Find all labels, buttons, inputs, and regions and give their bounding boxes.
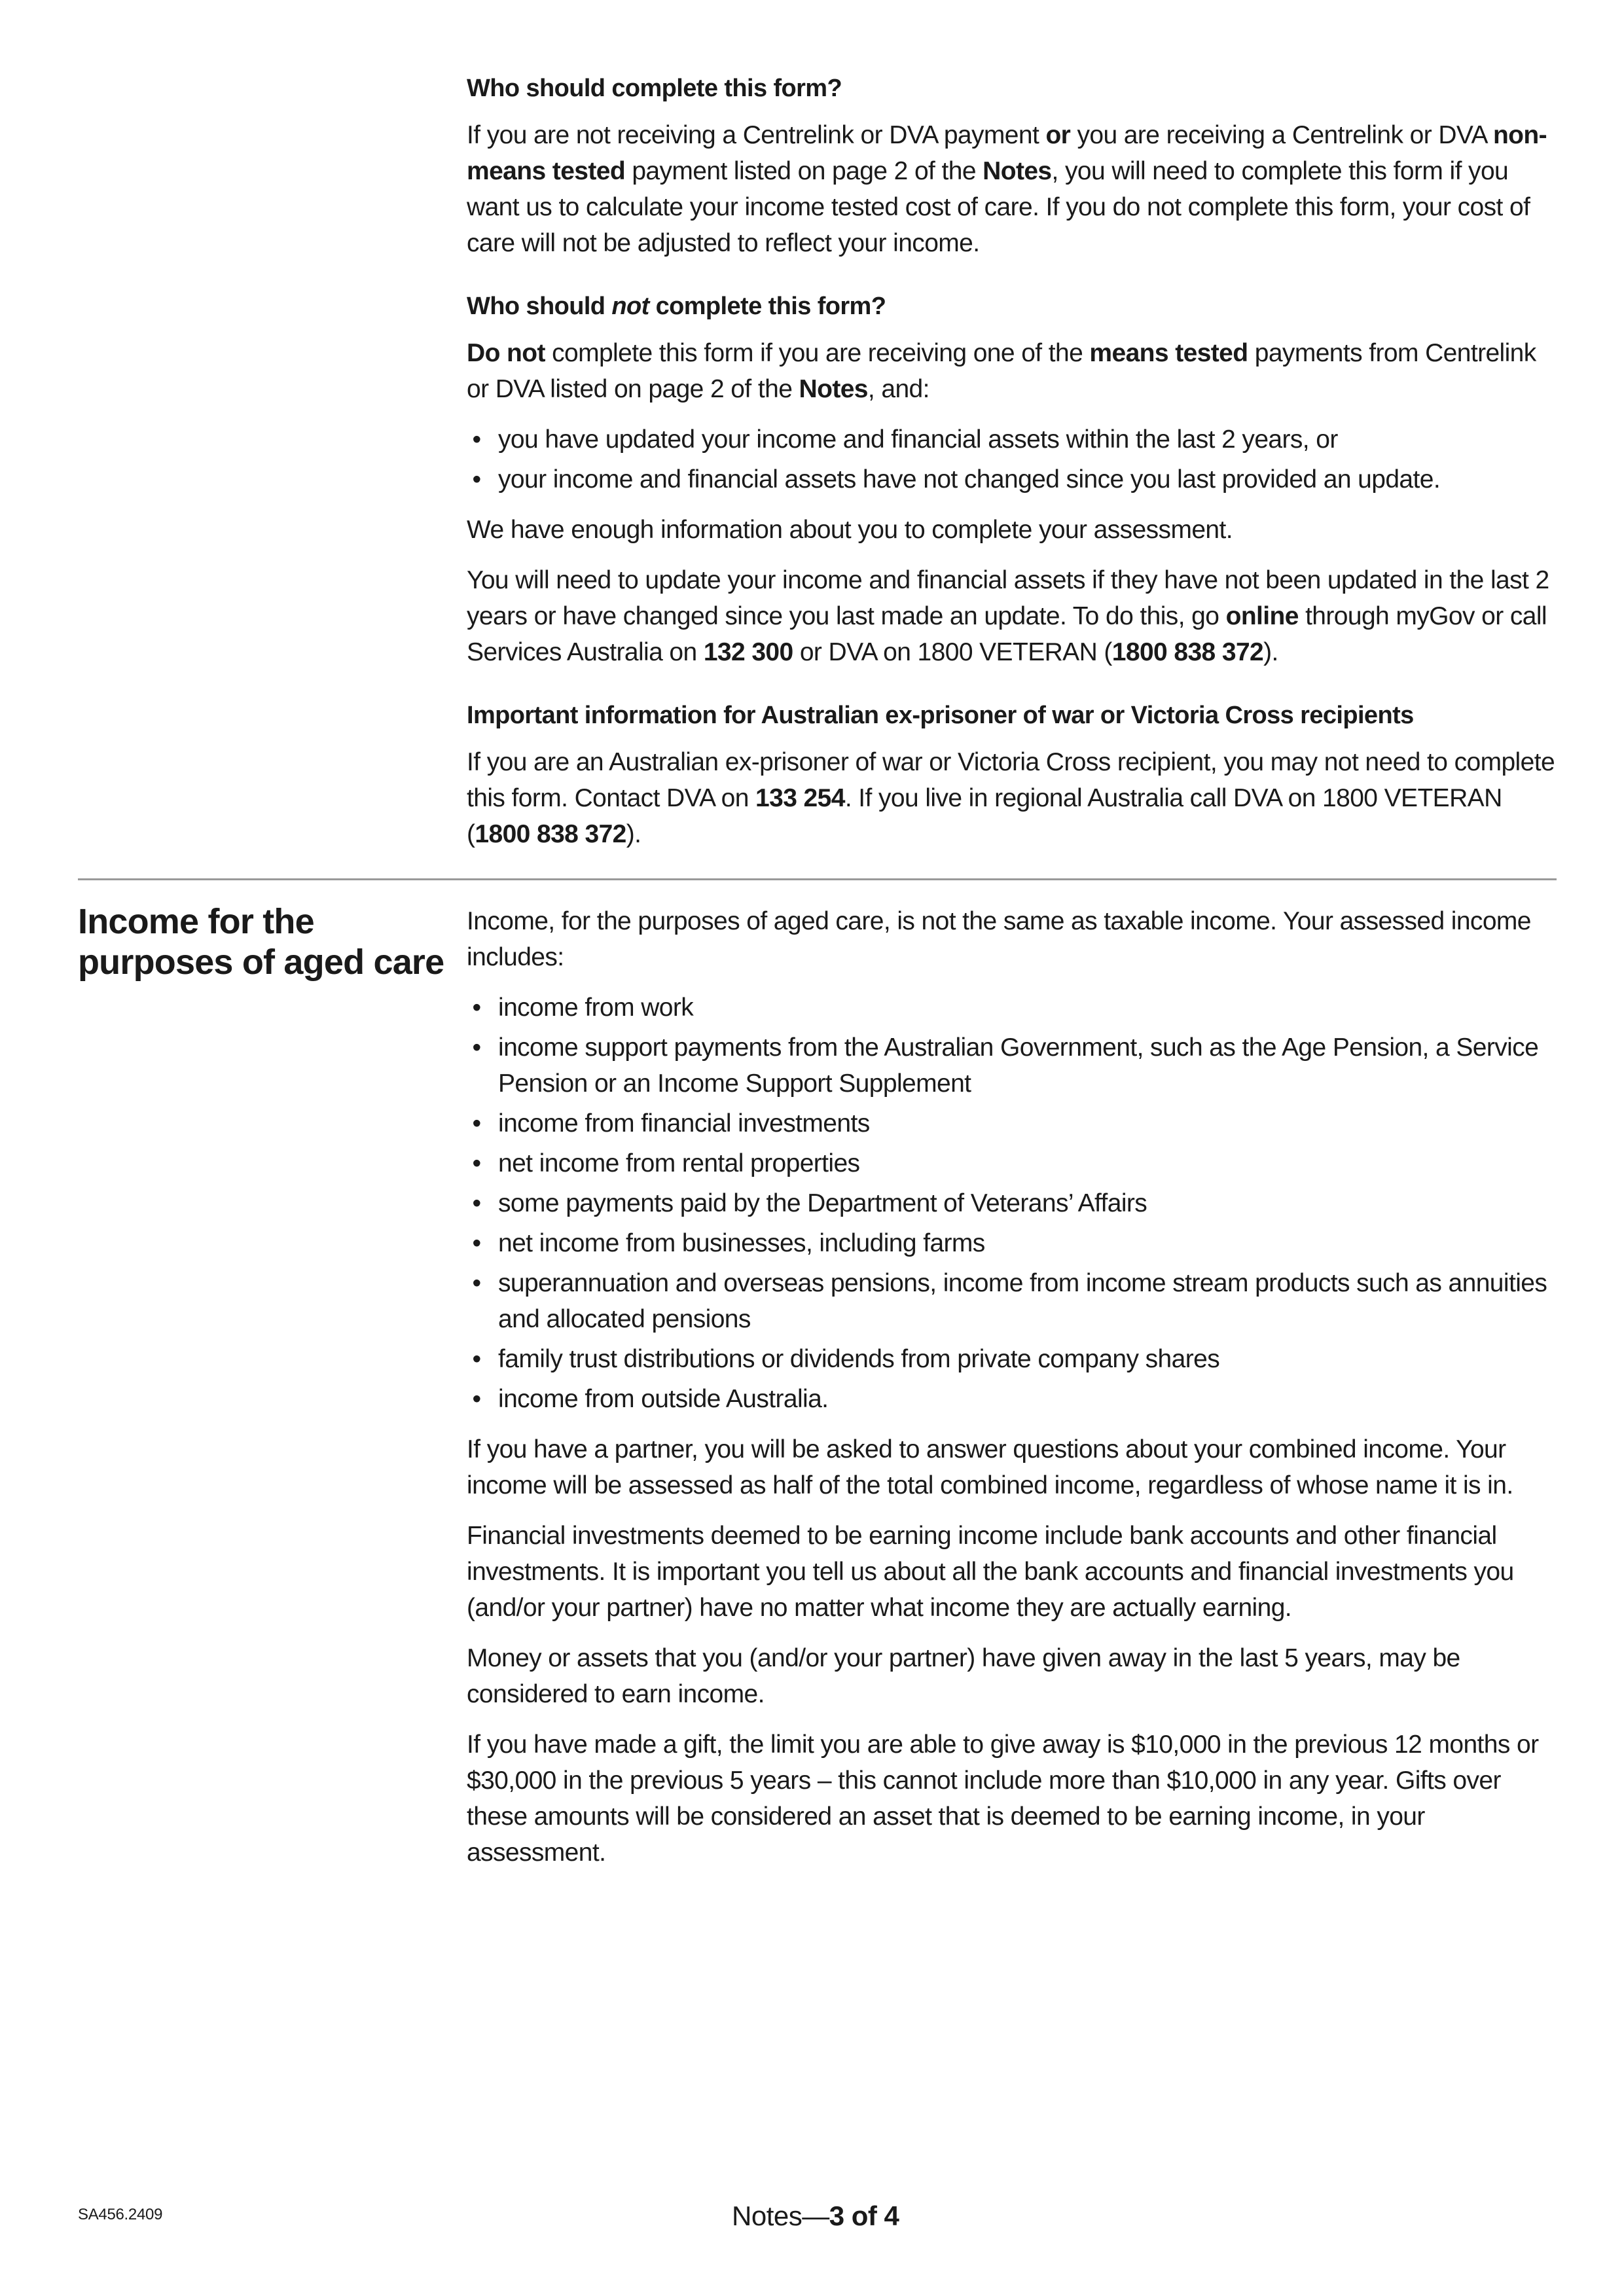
who-complete-heading: Who should complete this form? [467, 75, 842, 102]
bullet-icon: • [472, 1269, 481, 1297]
income-title-line-2: purposes of aged care [78, 942, 444, 982]
income-section-body [467, 903, 1557, 1885]
bullet-icon: • [472, 1109, 481, 1138]
list-item-text: you have updated your income and financial assets within the last 2 years, or [498, 425, 1338, 454]
who-not-complete-heading [467, 289, 1557, 325]
list-item [467, 422, 1557, 457]
bold-text: 133 254 [755, 784, 845, 812]
gift-paragraph: If you have made a gift, the limit you are able to give away is $10,000 in the previous 12 months or $30,000 in the previous 5 years – this cannot include more than $10,000 in any year. Gifts over these amounts will be considered an asset that is deemed to be earning income, in your assessment. [467, 1731, 1539, 1867]
list-item [467, 1381, 1557, 1417]
page-number [732, 2200, 899, 2232]
page-number-value: 3 of 4 [829, 2200, 899, 2231]
text-run: You will need to update your income and financial assets if they have not been updated in the last 2 years or have changed since you last made an update. To do this, go [467, 566, 1549, 630]
list-item-text: net income from rental properties [498, 1149, 860, 1177]
who-not-heading-pre: Who should [467, 293, 612, 320]
income-section-title [78, 901, 444, 982]
income-intro-paragraph: Income, for the purposes of aged care, is not the same as taxable income. Your assessed income includes: [467, 907, 1531, 971]
bullet-icon: • [472, 465, 481, 493]
income-title-line-1: Income for the [78, 902, 314, 941]
bold-text: online [1225, 602, 1299, 630]
list-item-text: income from outside Australia. [498, 1385, 829, 1413]
list-item-text: superannuation and overseas pensions, income from income stream products such as annuities and allocated pensions [498, 1269, 1547, 1333]
who-not-heading-emphasis: not [611, 293, 649, 320]
text-run: . If you live in regional Australia call DVA on 1800 VETERAN ( [467, 784, 1502, 848]
bold-text: Notes [983, 157, 1052, 185]
bold-text: or [1045, 121, 1071, 149]
list-item-text: family trust distributions or dividends from private company shares [498, 1345, 1220, 1373]
form-code: SA456.2409 [78, 2206, 163, 2223]
who-complete-paragraph [467, 117, 1557, 261]
text-run: ). [626, 820, 641, 848]
bold-text: 1800 838 372 [1111, 638, 1264, 666]
text-run: you are receiving a Centrelink or DVA [1070, 121, 1493, 149]
text-run: If you are an Australian ex-prisoner of war or Victoria Cross recipient, you may not need to complete this form. Contact DVA on [467, 748, 1555, 812]
bullet-icon: • [472, 1189, 481, 1217]
income-bullets [467, 990, 1557, 1417]
page-number-prefix: Notes— [732, 2200, 829, 2231]
list-item [467, 1145, 1557, 1181]
bold-text: 132 300 [703, 638, 793, 666]
list-item-text: income from work [498, 994, 694, 1022]
text-run: , you will need to complete this form if you want us to calculate your income tested cost of care. If you do not complete this form, your cost of care will not be adjusted to reflect your income. [467, 157, 1530, 257]
bold-text: 1800 838 372 [475, 820, 626, 848]
intro-section [467, 71, 1557, 867]
list-item-text: your income and financial assets have not changed since you last provided an update. [498, 465, 1441, 493]
bullet-icon: • [472, 1229, 481, 1257]
list-item [467, 1030, 1557, 1102]
text-run: payment listed on page 2 of the [625, 157, 983, 185]
list-item-text: income support payments from the Australian Government, such as the Age Pension, a Service Pension or an Income Support Supplement [498, 1033, 1539, 1098]
partner-paragraph: If you have a partner, you will be asked to answer questions about your combined income. Your income will be assessed as half of the total combined income, regardless of whose name it is in. [467, 1435, 1513, 1499]
given-away-paragraph: Money or assets that you (and/or your partner) have given away in the last 5 years, may be considered to earn income. [467, 1644, 1460, 1708]
investments-paragraph: Financial investments deemed to be earning income include bank accounts and other financial investments. It is important you tell us about all the bank accounts and financial investments you (and/or your partner) have no matter what income they are actually earning. [467, 1522, 1514, 1622]
bold-text: Do not [467, 339, 545, 367]
list-item [467, 1105, 1557, 1141]
bullet-icon: • [472, 1385, 481, 1413]
text-run: If you are not receiving a Centrelink or DVA payment [467, 121, 1046, 149]
bold-text: Notes [799, 375, 868, 403]
list-item [467, 990, 1557, 1026]
list-item [467, 1265, 1557, 1337]
text-run: through myGov or call Services Australia on [467, 602, 1547, 666]
bullet-icon: • [472, 1033, 481, 1062]
section-divider [78, 878, 1557, 880]
list-item [467, 1225, 1557, 1261]
who-not-complete-paragraph [467, 335, 1557, 407]
list-item [467, 1185, 1557, 1221]
list-item [467, 461, 1557, 497]
text-run: , and: [867, 375, 929, 403]
bold-text: means tested [1089, 339, 1248, 367]
bullet-icon: • [472, 425, 481, 454]
bullet-icon: • [472, 1149, 481, 1177]
enough-info-paragraph: We have enough information about you to complete your assessment. [467, 516, 1233, 544]
bold-text: non-means tested [467, 121, 1547, 185]
who-not-heading-post: complete this form? [649, 293, 886, 320]
bullet-icon: • [472, 994, 481, 1022]
text-run: complete this form if you are receiving one of the [545, 339, 1090, 367]
list-item [467, 1341, 1557, 1377]
pow-paragraph [467, 744, 1557, 852]
text-run: or DVA on 1800 VETERAN ( [793, 638, 1112, 666]
pow-heading: Important information for Australian ex-prisoner of war or Victoria Cross recipients [467, 702, 1414, 729]
text-run: payments from Centrelink or DVA listed on page 2 of the [467, 339, 1536, 403]
update-paragraph [467, 562, 1557, 670]
bullet-icon: • [472, 1345, 481, 1373]
list-item-text: income from financial investments [498, 1109, 870, 1138]
list-item-text: net income from businesses, including farms [498, 1229, 985, 1257]
list-item-text: some payments paid by the Department of Veterans’ Affairs [498, 1189, 1147, 1217]
text-run: ). [1263, 638, 1278, 666]
who-not-complete-bullets [467, 422, 1557, 497]
